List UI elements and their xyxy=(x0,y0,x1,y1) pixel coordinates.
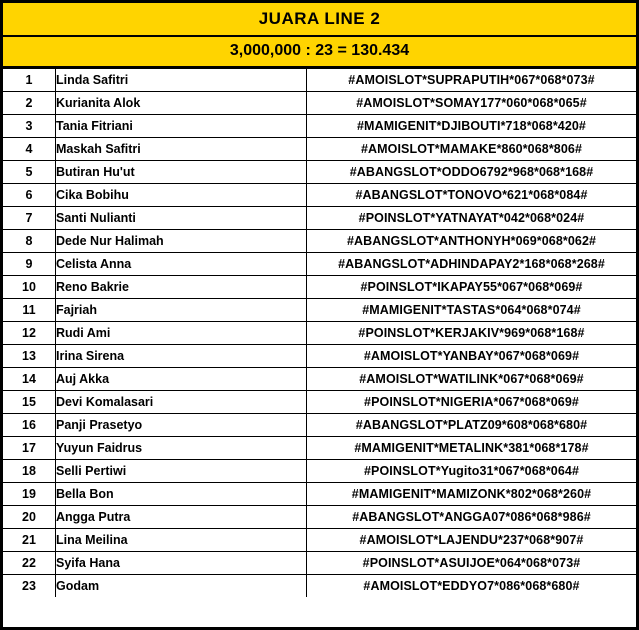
winner-name: Dede Nur Halimah xyxy=(56,230,307,253)
table-row xyxy=(3,391,636,414)
winner-name: Godam xyxy=(56,575,307,598)
winner-code: #AMOISLOT*LAJENDU*237*068*907# xyxy=(307,529,637,552)
winner-code: #MAMIGENIT*METALINK*381*068*178# xyxy=(307,437,637,460)
row-number: 5 xyxy=(3,161,56,184)
table-row xyxy=(3,299,636,322)
winner-code: #POINSLOT*KERJAKIV*969*068*168# xyxy=(307,322,637,345)
winner-name: Rudi Ami xyxy=(56,322,307,345)
row-number: 2 xyxy=(3,92,56,115)
winner-name: Yuyun Faidrus xyxy=(56,437,307,460)
row-number: 11 xyxy=(3,299,56,322)
table-row xyxy=(3,276,636,299)
row-number: 3 xyxy=(3,115,56,138)
winner-name: Selli Pertiwi xyxy=(56,460,307,483)
winner-name: Linda Safitri xyxy=(56,69,307,92)
winner-name: Cika Bobihu xyxy=(56,184,307,207)
winner-code: #ABANGSLOT*PLATZ09*608*068*680# xyxy=(307,414,637,437)
winner-code: #MAMIGENIT*DJIBOUTI*718*068*420# xyxy=(307,115,637,138)
winner-code: #AMOISLOT*SOMAY177*060*068*065# xyxy=(307,92,637,115)
row-number: 10 xyxy=(3,276,56,299)
winner-code: #ABANGSLOT*ODDO6792*968*068*168# xyxy=(307,161,637,184)
winner-name: Bella Bon xyxy=(56,483,307,506)
row-number: 4 xyxy=(3,138,56,161)
table-row xyxy=(3,184,636,207)
winner-code: #ABANGSLOT*ANGGA07*086*068*986# xyxy=(307,506,637,529)
row-number: 8 xyxy=(3,230,56,253)
winner-name: Irina Sirena xyxy=(56,345,307,368)
row-number: 7 xyxy=(3,207,56,230)
winner-name: Celista Anna xyxy=(56,253,307,276)
table-row xyxy=(3,161,636,184)
table-row xyxy=(3,69,636,92)
winner-code: #AMOISLOT*YANBAY*067*068*069# xyxy=(307,345,637,368)
table-row xyxy=(3,529,636,552)
winner-name: Santi Nulianti xyxy=(56,207,307,230)
row-number: 21 xyxy=(3,529,56,552)
table-row xyxy=(3,345,636,368)
winner-code: #MAMIGENIT*MAMIZONK*802*068*260# xyxy=(307,483,637,506)
row-number: 12 xyxy=(3,322,56,345)
winner-code: #ABANGSLOT*TONOVO*621*068*084# xyxy=(307,184,637,207)
row-number: 15 xyxy=(3,391,56,414)
winner-code: #AMOISLOT*WATILINK*067*068*069# xyxy=(307,368,637,391)
table-row xyxy=(3,506,636,529)
winner-name: Reno Bakrie xyxy=(56,276,307,299)
winner-name: Angga Putra xyxy=(56,506,307,529)
row-number: 17 xyxy=(3,437,56,460)
row-number: 18 xyxy=(3,460,56,483)
table-row xyxy=(3,437,636,460)
table-row xyxy=(3,253,636,276)
row-number: 14 xyxy=(3,368,56,391)
winners-table xyxy=(3,68,636,597)
winner-name: Kurianita Alok xyxy=(56,92,307,115)
winner-code: #POINSLOT*ASUIJOE*064*068*073# xyxy=(307,552,637,575)
table-row xyxy=(3,575,636,598)
winner-name: Butiran Hu'ut xyxy=(56,161,307,184)
table-row xyxy=(3,322,636,345)
table-row xyxy=(3,414,636,437)
winner-name: Devi Komalasari xyxy=(56,391,307,414)
row-number: 13 xyxy=(3,345,56,368)
table-row xyxy=(3,483,636,506)
winner-name: Tania Fitriani xyxy=(56,115,307,138)
winner-name: Syifa Hana xyxy=(56,552,307,575)
winner-name: Maskah Safitri xyxy=(56,138,307,161)
winner-code: #MAMIGENIT*TASTAS*064*068*074# xyxy=(307,299,637,322)
row-number: 22 xyxy=(3,552,56,575)
winner-name: Lina Meilina xyxy=(56,529,307,552)
winner-name: Auj Akka xyxy=(56,368,307,391)
table-row xyxy=(3,552,636,575)
table-row xyxy=(3,92,636,115)
winner-code: #POINSLOT*NIGERIA*067*068*069# xyxy=(307,391,637,414)
winner-name: Panji Prasetyo xyxy=(56,414,307,437)
winner-code: #POINSLOT*IKAPAY55*067*068*069# xyxy=(307,276,637,299)
winner-code: #AMOISLOT*MAMAKE*860*068*806# xyxy=(307,138,637,161)
winner-code: #ABANGSLOT*ADHINDAPAY2*168*068*268# xyxy=(307,253,637,276)
row-number: 1 xyxy=(3,69,56,92)
winner-code: #AMOISLOT*EDDYO7*086*068*680# xyxy=(307,575,637,598)
winner-code: #POINSLOT*Yugito31*067*068*064# xyxy=(307,460,637,483)
winner-code: #POINSLOT*YATNAYAT*042*068*024# xyxy=(307,207,637,230)
table-row xyxy=(3,138,636,161)
row-number: 20 xyxy=(3,506,56,529)
winner-name: Fajriah xyxy=(56,299,307,322)
row-number: 23 xyxy=(3,575,56,598)
table-row xyxy=(3,368,636,391)
winner-code: #AMOISLOT*SUPRAPUTIH*067*068*073# xyxy=(307,69,637,92)
row-number: 16 xyxy=(3,414,56,437)
prize-calculation: 3,000,000 : 23 = 130.434 xyxy=(3,37,636,68)
page-title: JUARA LINE 2 xyxy=(3,3,636,37)
table-row xyxy=(3,115,636,138)
winners-table-body xyxy=(3,69,636,598)
winner-code: #ABANGSLOT*ANTHONYH*069*068*062# xyxy=(307,230,637,253)
row-number: 19 xyxy=(3,483,56,506)
table-row xyxy=(3,207,636,230)
table-row xyxy=(3,230,636,253)
table-row xyxy=(3,460,636,483)
row-number: 6 xyxy=(3,184,56,207)
row-number: 9 xyxy=(3,253,56,276)
